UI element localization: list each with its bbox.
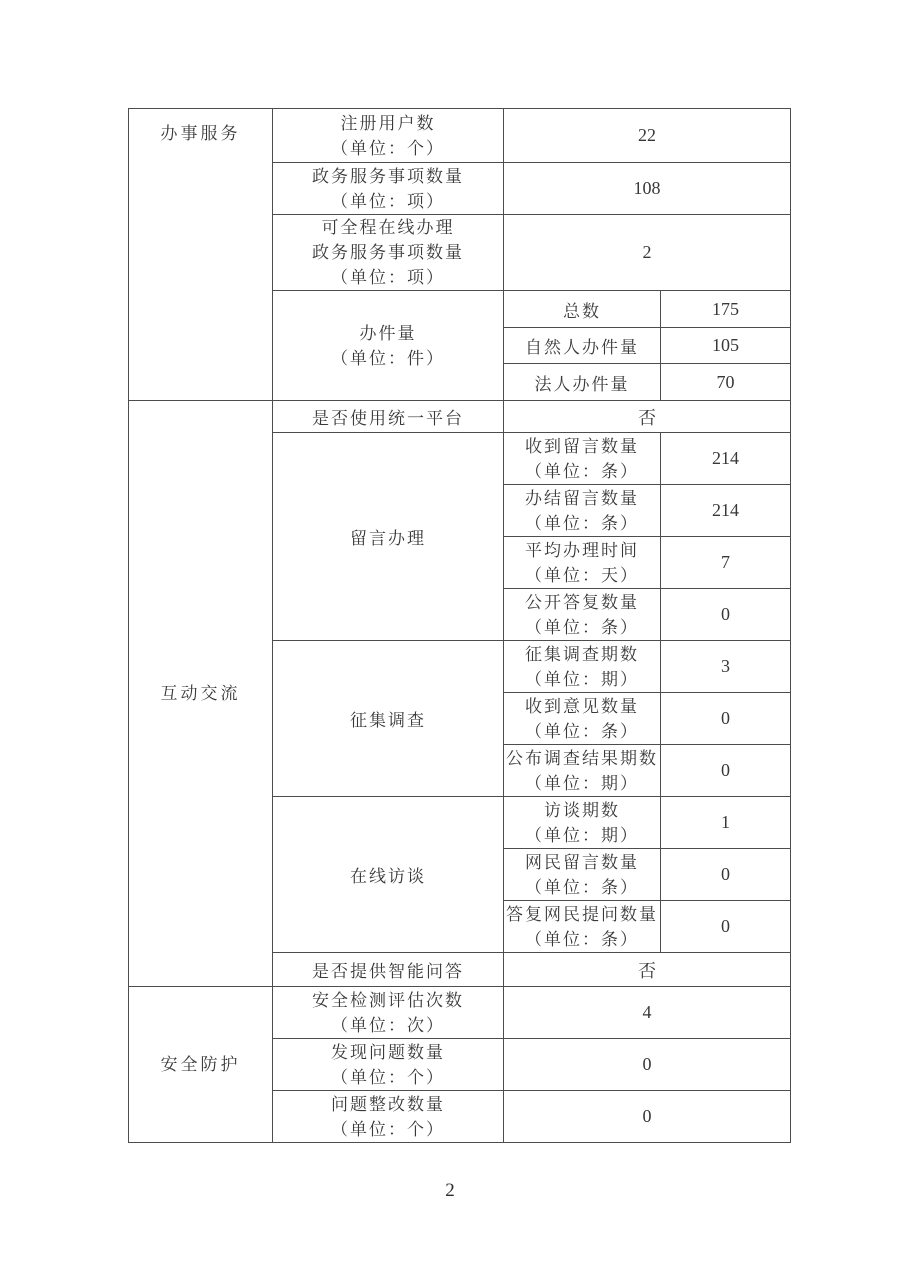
metric-value-surveys-opinions: 0 bbox=[661, 693, 791, 745]
metric-value-interviews-netizen-messages: 0 bbox=[661, 849, 791, 901]
unit-line: （单位：期） bbox=[525, 825, 639, 845]
metric-value-registered-users: 22 bbox=[504, 109, 791, 163]
metric-value-messages-public-replies: 0 bbox=[661, 589, 791, 641]
metric-label-messages-completed bbox=[504, 485, 661, 537]
metric-value-interviews-replies: 0 bbox=[661, 901, 791, 953]
unit-line: （单位：个） bbox=[331, 1067, 445, 1087]
category-label-interaction: 互动交流 bbox=[160, 684, 241, 703]
label-line: 公布调查结果期数 bbox=[506, 748, 658, 768]
metric-label-cases-total: 总数 bbox=[504, 291, 661, 328]
metric-value-messages-received: 214 bbox=[661, 433, 791, 485]
metric-label-messages-public-replies bbox=[504, 589, 661, 641]
unit-line: （单位：次） bbox=[331, 1015, 445, 1035]
unit-line: （单位：项） bbox=[331, 191, 445, 211]
metric-value-cases-legal: 70 bbox=[661, 364, 791, 401]
category-cell-security bbox=[129, 987, 273, 1143]
metric-label-assessments bbox=[273, 987, 504, 1039]
unit-line: （单位：个） bbox=[331, 138, 445, 158]
label-line: 办结留言数量 bbox=[525, 488, 639, 508]
category-cell-interaction bbox=[129, 401, 273, 987]
metric-label-cases-legal: 法人办件量 bbox=[504, 364, 661, 401]
metric-label-interviews-netizen-messages bbox=[504, 849, 661, 901]
label-line: 可全程在线办理 bbox=[321, 218, 455, 237]
label-line: 公开答复数量 bbox=[525, 592, 639, 612]
unit-line: （单位：个） bbox=[331, 1119, 445, 1139]
unit-line: （单位：项） bbox=[331, 268, 445, 287]
group-label-surveys: 征集调查 bbox=[273, 641, 504, 797]
label-line: 收到留言数量 bbox=[525, 436, 639, 456]
label-line: 收到意见数量 bbox=[525, 696, 639, 716]
page-number: 2 bbox=[445, 1180, 455, 1201]
label-line: 问题整改数量 bbox=[331, 1094, 445, 1114]
label-line: 平均办理时间 bbox=[525, 540, 639, 560]
metric-label-problems-fixed bbox=[273, 1091, 504, 1143]
metric-label-surveys-results bbox=[504, 745, 661, 797]
unit-line: （单位：条） bbox=[525, 877, 639, 897]
label-line: 注册用户数 bbox=[340, 113, 436, 133]
metric-value-interviews-periods: 1 bbox=[661, 797, 791, 849]
label-line: 答复网民提问数量 bbox=[506, 904, 658, 924]
metric-label-surveys-opinions bbox=[504, 693, 661, 745]
metric-value-smart-qa: 否 bbox=[504, 953, 791, 987]
unit-line: （单位：条） bbox=[525, 513, 639, 533]
unit-line: （单位：条） bbox=[525, 929, 639, 949]
metric-value-service-items: 108 bbox=[504, 163, 791, 215]
label-line: 网民留言数量 bbox=[525, 852, 639, 872]
label-line: 发现问题数量 bbox=[331, 1042, 445, 1062]
metric-label-messages-received bbox=[504, 433, 661, 485]
group-label-messages: 留言办理 bbox=[273, 433, 504, 641]
metric-label-smart-qa: 是否提供智能问答 bbox=[273, 953, 504, 987]
metric-label-messages-avg-time bbox=[504, 537, 661, 589]
unit-line: （单位：件） bbox=[331, 348, 445, 368]
label-line: 安全检测评估次数 bbox=[312, 990, 464, 1010]
label-line: 政务服务事项数量 bbox=[312, 166, 464, 186]
metric-label-online-items bbox=[273, 215, 504, 291]
metric-label-registered-users bbox=[273, 109, 504, 163]
metric-value-messages-completed: 214 bbox=[661, 485, 791, 537]
group-label-interviews: 在线访谈 bbox=[273, 797, 504, 953]
label-line: 访谈期数 bbox=[544, 800, 620, 820]
unit-line: （单位：期） bbox=[525, 669, 639, 689]
label-line: 政务服务事项数量 bbox=[312, 243, 464, 262]
metric-label-cases-natural: 自然人办件量 bbox=[504, 328, 661, 364]
metric-value-messages-avg-time: 7 bbox=[661, 537, 791, 589]
metric-label-problems-found bbox=[273, 1039, 504, 1091]
unit-line: （单位：期） bbox=[525, 773, 639, 793]
label-line: 办件量 bbox=[359, 323, 417, 343]
metric-value-cases-natural: 105 bbox=[661, 328, 791, 364]
metric-label-unified-platform: 是否使用统一平台 bbox=[273, 401, 504, 433]
metric-value-problems-found: 0 bbox=[504, 1039, 791, 1091]
metric-label-interviews-periods bbox=[504, 797, 661, 849]
unit-line: （单位：天） bbox=[525, 565, 639, 585]
metric-value-surveys-periods: 3 bbox=[661, 641, 791, 693]
unit-line: （单位：条） bbox=[525, 461, 639, 481]
category-cell-services bbox=[129, 109, 273, 401]
statistics-table bbox=[128, 108, 791, 1143]
metric-value-unified-platform: 否 bbox=[504, 401, 791, 433]
metric-value-assessments: 4 bbox=[504, 987, 791, 1039]
group-label-cases bbox=[273, 291, 504, 401]
category-label-security: 安全防护 bbox=[160, 1055, 241, 1074]
metric-value-problems-fixed: 0 bbox=[504, 1091, 791, 1143]
metric-label-service-items bbox=[273, 163, 504, 215]
metric-label-surveys-periods bbox=[504, 641, 661, 693]
metric-label-interviews-replies bbox=[504, 901, 661, 953]
label-line: 征集调查期数 bbox=[525, 644, 639, 664]
metric-value-online-items: 2 bbox=[504, 215, 791, 291]
metric-value-cases-total: 175 bbox=[661, 291, 791, 328]
category-label-services: 办事服务 bbox=[160, 124, 241, 143]
unit-line: （单位：条） bbox=[525, 721, 639, 741]
metric-value-surveys-results: 0 bbox=[661, 745, 791, 797]
unit-line: （单位：条） bbox=[525, 617, 639, 637]
